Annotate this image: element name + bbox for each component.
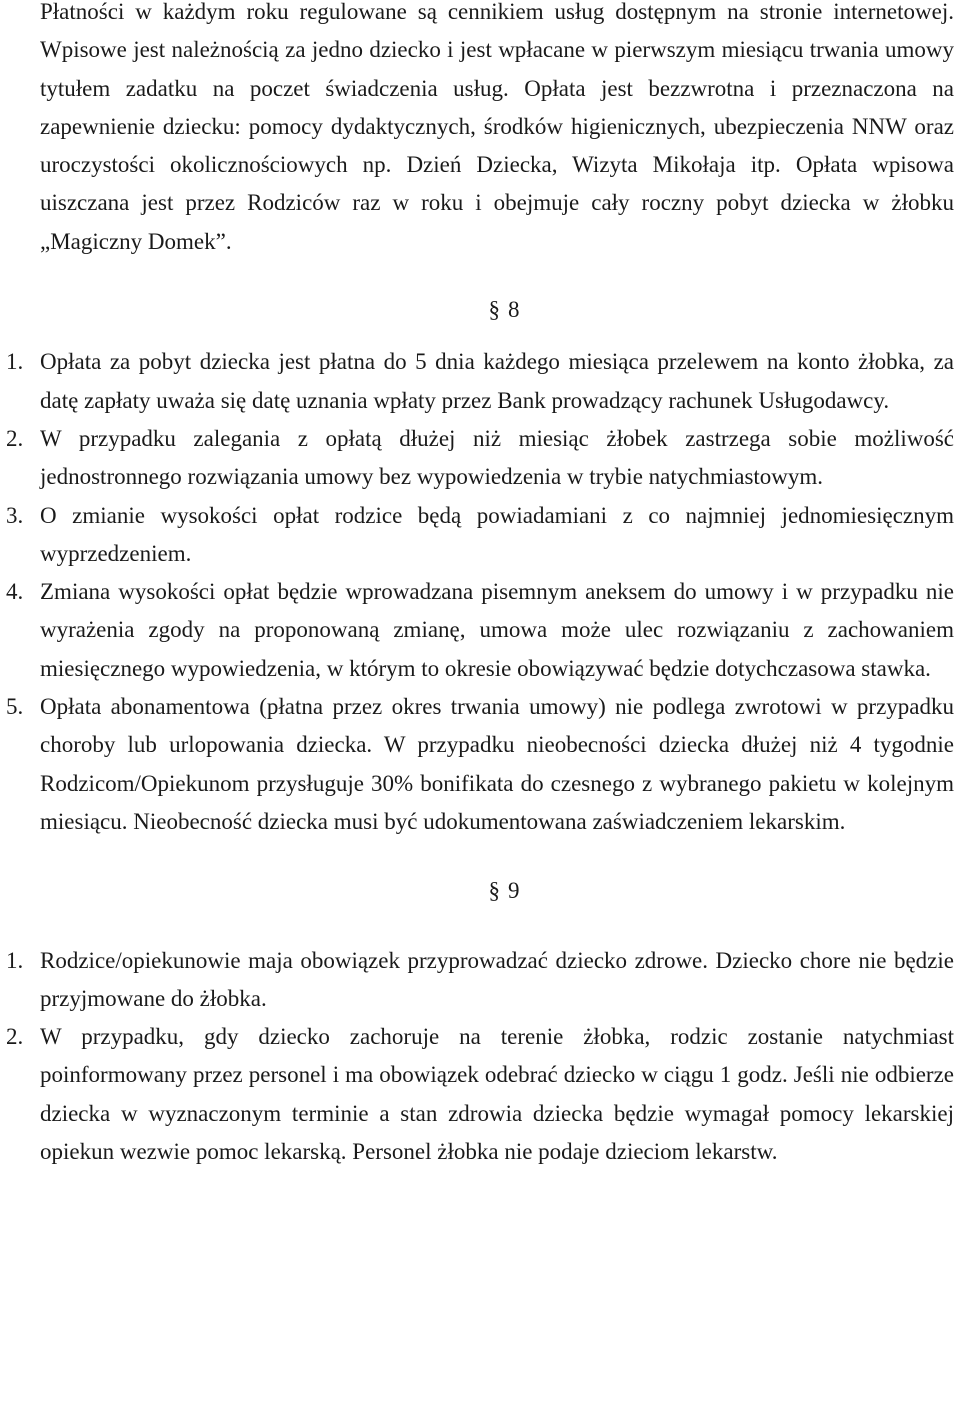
list-item-number: 3. — [6, 502, 24, 528]
list-item-number: 2. — [6, 425, 24, 451]
list-item — [6, 1018, 954, 1171]
list-item-text: W przypadku zalegania z opłatą dłużej niż miesiąc żłobek zastrzega sobie możliwość jednostronnego rozwiązania umowy bez wypowiedzenia w trybie natychmiastowym. — [40, 425, 954, 490]
list-item — [6, 343, 954, 420]
list-item-text: Zmiana wysokości opłat będzie wprowadzana pisemnym aneksem do umowy i w przypadku nie wyrażenia zgody na proponowaną zmianę, umowa może ulec rozwiązaniu z zachowaniem miesięcznego wypowiedzenia, w którym to okresie obowiązywać będzie dotychczasowa stawka. — [40, 579, 954, 681]
list-item — [6, 688, 954, 841]
list-item — [6, 573, 954, 688]
list-item-text: Rodzice/opiekunowie maja obowiązek przyprowadzać dziecko zdrowe. Dziecko chore nie będzie przyjmowane do żłobka. — [40, 947, 954, 1011]
section-sign: § — [488, 878, 500, 904]
section-sign: § — [488, 297, 500, 323]
list-item-number: 4. — [6, 579, 24, 605]
section-8-list — [6, 343, 954, 841]
section-9-list — [6, 942, 954, 1172]
intro-paragraph: Płatności w każdym roku regulowane są cennikiem usług dostępnym na stronie internetowej. Wpisowe jest należnością za jedno dziecko i jest wpłacane w pierwszym miesiącu trwania umowy tytułem zadatku na poczet świadczenia usług. Opłata jest bezzwrotna i przeznaczona na zapewnienie dziecku: pomocy dydaktycznych, środków higienicznych, ubezpieczenia NNW oraz uroczystości okolicznościowych np. Dzień Dziecka, Wizyta Mikołaja itp. Opłata wpisowa uiszczana jest przez Rodziców raz w roku i obejmuje cały roczny pobyt dziecka w żłobku „Magiczny Domek”. — [40, 0, 954, 254]
list-item-text: O zmianie wysokości opłat rodzice będą powiadamiani z co najmniej jednomiesięcznym wyprzedzeniem. — [40, 502, 954, 566]
list-item-text: Opłata za pobyt dziecka jest płatna do 5 dnia każdego miesiąca przelewem na konto żłobka, za datę zapłaty uważa się datę uznania wpłaty przez Bank prowadzący rachunek Usługodawcy. — [40, 349, 954, 413]
list-item-text: Opłata abonamentowa (płatna przez okres trwania umowy) nie podlega zwrotowi w przypadku choroby lub urlopowania dziecka. W przypadku nieobecności dziecka dłużej niż 4 tygodnie Rodzicom/Opiekunom przysługuje 30% bonifikata do czesnego z wybranego pakietu w kolejnym miesiącu. Nieobecność dziecka musi być udokumentowana zaświadczeniem lekarskim. — [40, 694, 954, 834]
section-heading-9 — [40, 872, 954, 910]
list-item — [6, 497, 954, 574]
list-item-text: W przypadku, gdy dziecko zachoruje na terenie żłobka, rodzic zostanie natychmiast poinformowany przez personel i ma obowiązek odebrać dziecko w ciągu 1 godz. Jeśli nie odbierze dziecka w wyznaczonym terminie a stan zdrowia dziecka będzie wymagał pomocy lekarskiej opiekun wezwie pomoc lekarską. Personel żłobka nie podaje dzieciom lekarstw. — [40, 1024, 954, 1165]
list-item — [6, 420, 954, 497]
list-item-number: 2. — [6, 1024, 24, 1050]
section-number: 8 — [508, 297, 520, 323]
list-item-number: 5. — [6, 694, 24, 720]
list-item-number: 1. — [6, 947, 24, 973]
section-number: 9 — [508, 878, 520, 904]
list-item — [6, 942, 954, 1019]
section-heading-8 — [40, 291, 954, 329]
list-item-number: 1. — [6, 349, 24, 375]
